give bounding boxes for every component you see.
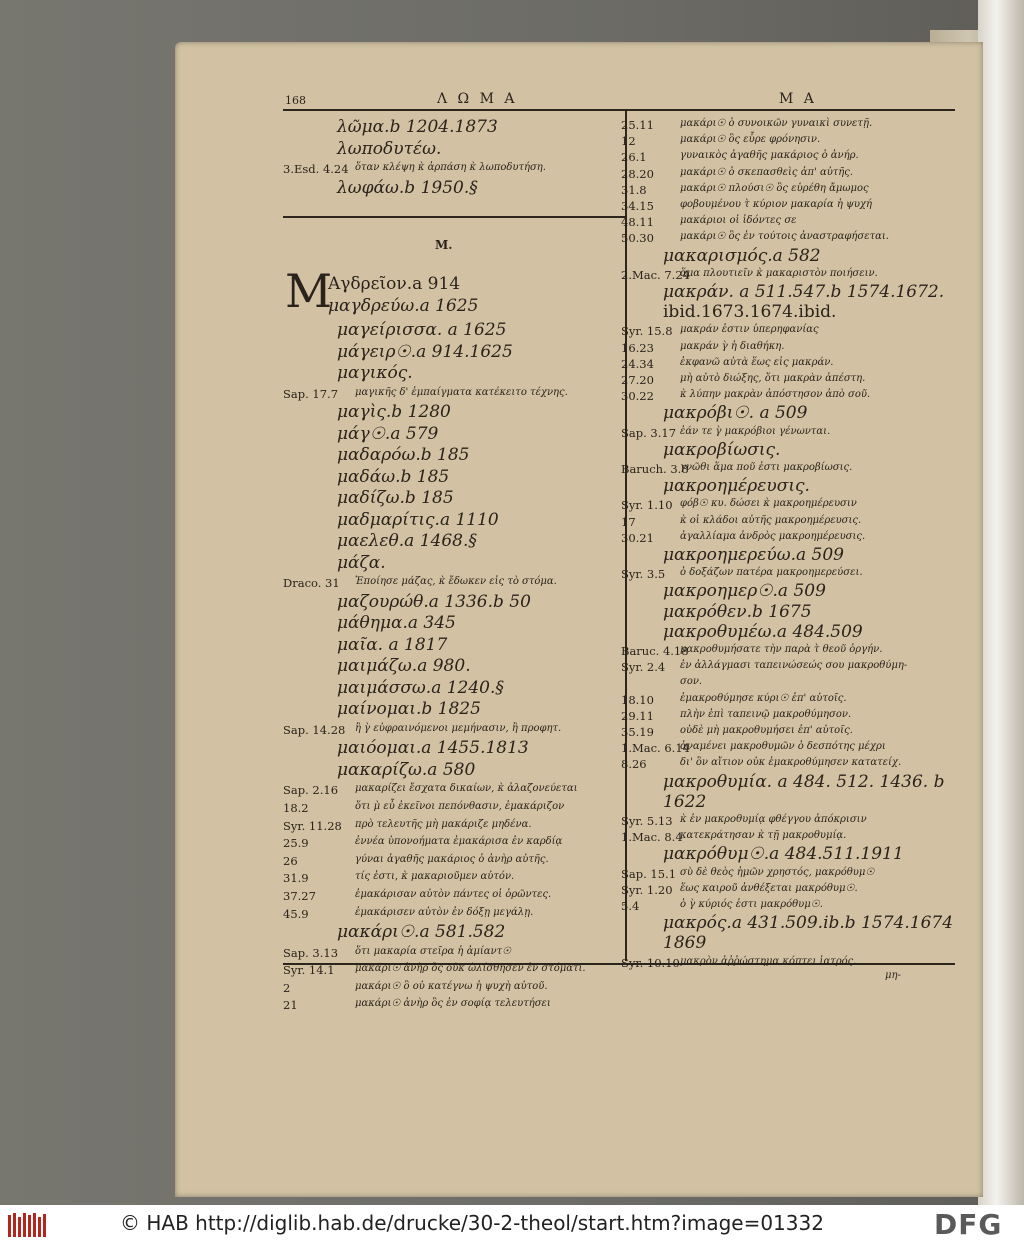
citation-reference: 30.22 [621, 389, 654, 404]
entry-headword: μαζουρώθ.a 1336.b 50 [337, 591, 531, 612]
citation-text: μακάρι☉ ἀνὴρ ὃς οὐκ ὠλίσθησεν ἐν στόματι. [355, 963, 586, 975]
citation-reference: 35.19 [621, 725, 654, 739]
page-number: 168 [285, 94, 306, 107]
citation-reference: Syr. 1.10 [621, 498, 673, 513]
citation-reference: Syr. 2.4 [621, 660, 666, 675]
citation-reference: Syr. 1.20 [621, 882, 673, 897]
initial-letter: M [285, 264, 333, 318]
entry-headword: μακροημέρευσις. [663, 476, 810, 497]
entry-headword: μάζα. [337, 552, 386, 573]
citation-text: κ̀ οἱ κλάδοι αὐτῆς μακροημέρευσις. [680, 514, 862, 526]
citation-reference: 25.9 [283, 836, 309, 851]
entry-headword: μάθημα.a 345 [337, 613, 456, 634]
citation-reference: 29.11 [621, 708, 654, 723]
citation-reference: 25.11 [621, 118, 654, 132]
citation-text: μακροθυμήσατε τὴν παρὰ τ̀ θεοῦ ὀργήν. [680, 644, 883, 655]
citation-text: γυναικὸς ἀγαθῆς μακάριος ὁ ἀνήρ. [680, 150, 859, 162]
citation-text: πρὸ τελευτῆς μὴ μακάριζε μηδένα. [355, 818, 532, 830]
citation-text: οὐδὲ μὴ μακροθυμήσει ἐπ' αὐτοῖς. [680, 725, 853, 736]
citation-reference: 26.1 [621, 150, 647, 165]
running-head-left: Λ Ω Μ Α [437, 91, 518, 107]
citation-reference: 37.27 [283, 888, 316, 903]
entry-headword: μαγείρισσα. a 1625 [337, 320, 507, 340]
running-head-right: Μ Α [779, 91, 817, 107]
citation-reference: 17 [621, 514, 636, 529]
entry-headword: μαιμάσσω.a 1240.§ [337, 677, 504, 698]
citation-reference: 8.26 [621, 757, 647, 772]
citation-text: ἐννέα ὑπονοήματα ἐμακάρισα ἐν καρδίᾳ [355, 836, 563, 848]
citation-text: μακράν γ̀ ἡ διαθήκη. [680, 340, 785, 352]
entry-headword: μαιμάζω.a 980. [337, 656, 471, 677]
citation-reference: 5.4 [621, 899, 640, 913]
citation-text: δι' ὃν αἴτιον οὐκ ἐμακροθύμησεν κατατείχ. [680, 757, 902, 769]
citation-reference: Syr. 10.10 [621, 955, 680, 970]
initial-entry-2: μαγδρεύω.a 1625 [328, 296, 479, 316]
citation-text: ἐμακάρισεν αὐτὸν ἐν δόξῃ μεγάλῃ. [355, 906, 534, 918]
entry-headword: μακροημερ☉.a 509 [663, 581, 826, 602]
citation-text: ὅτι μακαρία στεῖρα ἡ ἀμίαντ☉ [355, 945, 512, 957]
citation-reference: 28.20 [621, 166, 654, 181]
citation-text: ὅτι μ̀ εὖ ἐκεῖνοι πεπόνθασιν, ἐμακάριζον [355, 800, 565, 812]
dfg-logo: DFG [934, 1208, 1003, 1241]
citation-reference: Sap. 2.16 [283, 783, 339, 798]
citation-text: ἀγαλλίαμα ἀνδρὸς μακροημέρευσις. [680, 530, 866, 542]
footer-bar [0, 1205, 1024, 1244]
citation-reference: Syr. 5.13 [621, 814, 673, 828]
citation-reference: Sap. 17.7 [283, 386, 339, 401]
entry-headword: μαδίζω.b 185 [337, 488, 454, 509]
citation-reference: 2 [283, 980, 291, 995]
citation-text: μακαρίζει ἔσχατα δικαίων, κ̀ ἀλαζονεύεται [355, 783, 578, 795]
citation-text: μακάρι☉ πλούσι☉ ὃς εὑρέθη ἄμωμος [680, 182, 869, 194]
citation-reference: Syr. 14.1 [283, 963, 335, 978]
citation-text: κ̀ ἐν μακροθυμίᾳ φθέγγου ἀπόκρισιν [680, 814, 867, 825]
entry-headword: μαγὶς.b 1280 [337, 402, 451, 423]
citation-text: κ̀ λύπην μακρὰν ἀπόστησον ἀπὸ σοῦ. [680, 389, 871, 401]
citation-reference: 1.Mac. 6.14 [621, 741, 690, 756]
citation-text: μακράν ἐστιν ὑπερηφανίας [680, 324, 819, 336]
entry-headword: μαῖα. a 1817 [337, 634, 448, 655]
citation-text: σὺ δὲ θεὸς ἡμῶν χρηστός, μακρόθυμ☉ [680, 866, 875, 878]
citation-text: σον. [680, 676, 703, 688]
citation-text: ἐν ἀλλάγμασι ταπεινώσεώς σου μακροθύμη- [680, 660, 908, 672]
entry-headword: μακροβίωσις. [663, 439, 781, 460]
citation-text: μακάρι☉ ὃς ἐν τούτοις ἀναστραφήσεται. [680, 231, 889, 243]
entry-headword: μακροθυμία. a 484. 512. 1436. b [663, 771, 945, 792]
book-spine [978, 0, 1024, 1205]
citation-reference: 27.20 [621, 373, 654, 387]
citation-text: ἕως καιροῦ ἀνθέξεται μακρόθυμ☉. [680, 882, 858, 894]
section-letter: M. [435, 238, 453, 252]
citation-reference: 16.23 [621, 340, 654, 355]
citation-reference: Sap. 3.17 [621, 425, 677, 440]
section-rule [283, 216, 625, 218]
citation-text: τίς ἐστι, κ̀ μακαριοῦμεν αὐτόν. [355, 871, 515, 883]
citation-text: γνῶθι ἅμα ποῦ ἐστι μακροβίωσις. [680, 462, 853, 473]
citation-reference: 45.9 [283, 906, 309, 921]
citation-text: μακάρι☉ ὃ οὐ κατέγνω ἡ ψυχὴ αὐτοῦ. [355, 980, 548, 992]
citation-reference: 21 [283, 998, 298, 1013]
citation-reference: Sap. 15.1 [621, 866, 677, 881]
citation-text: ὁ δοξάζων πατέρα μακροημερεύσει. [680, 567, 863, 579]
citation-reference: Baruc. 4.18 [621, 644, 689, 658]
citation-reference: 26 [283, 853, 298, 868]
entry-headword: λωφάω.b 1950.§ [337, 178, 478, 198]
citation-reference: Baruch. 3.8 [621, 462, 689, 476]
entry-headword: ibid.1673.1674.ibid. [663, 302, 837, 323]
entry-headword: μακαρίζω.a 580 [337, 759, 476, 780]
citation-text: γύναι ἀγαθῆς μακάριος ὁ ἀνὴρ αὐτῆς. [355, 853, 549, 865]
entry-headword: μακροημερεύω.a 509 [663, 545, 844, 565]
citation-text: πλὴν ἐπὶ ταπεινῷ μακροθύμησον. [680, 708, 852, 720]
citation-text: ὁ γ̀ κύριός ἐστι μακρόθυμ☉. [680, 899, 823, 910]
citation-text: ἐάν τε γ̀ μακρόβιοι γένωνται. [680, 425, 831, 437]
citation-text: ἐκφανῶ αὐτὰ ἕως εἰς μακράν. [680, 356, 834, 368]
citation-reference: Syr. 11.28 [283, 818, 342, 833]
citation-text: ὅταν κλέψη κ̀ ἀρπάση κ̀ λωποδυτήση. [355, 162, 546, 173]
citation-reference: Syr. 3.5 [621, 567, 666, 582]
citation-text: ἢ γ̀ εὐφραινόμενοι μεμήνασιν, ἢ προφητ. [355, 722, 562, 734]
entry-headword: μαδάω.b 185 [337, 466, 450, 487]
citation-text: ἅμα πλουτιεῖν κ̀ μακαριστὸν ποιήσειν. [680, 267, 878, 279]
citation-text: μακάρι☉ ὁ συνοικῶν γυναικὶ συνετῇ. [680, 118, 873, 129]
citation-reference: 3.Esd. 4.24 [283, 162, 349, 176]
citation-text: μὴ αὐτὸ διώξης, ὅτι μακρὰν ἀπέστη. [680, 373, 866, 384]
entry-headword: μάγ☉.a 579 [337, 423, 439, 444]
citation-reference: 34.15 [621, 199, 654, 213]
citation-reference: 50.30 [621, 231, 654, 246]
citation-text: μακάριοι οἱ ἰδόντες σε [680, 215, 797, 227]
citation-text: μακάρι☉ ὁ σκεπασθεὶς ἀπ' αὐτῆς. [680, 166, 854, 178]
citation-reference: 18.2 [283, 800, 309, 815]
citation-text: μαγικῆς δ' ἐμπαίγματα κατέκειτο τέχνης. [355, 386, 568, 398]
citation-text: μακρὸν ἀῤῥώστημα κόπτει ἰατρός. [680, 955, 857, 967]
entry-headword: μακρός.a 431.509.ib.b 1574.1674 [663, 913, 954, 934]
citation-reference: Sap. 3.13 [283, 945, 339, 960]
header-rule [283, 109, 955, 111]
entry-headword: μακράν. a 511.547.b 1574.1672. [663, 282, 945, 302]
entry-headword: 1622 [663, 791, 707, 812]
citation-reference: 30.21 [621, 530, 654, 545]
entry-headword: μακάρι☉.a 581.582 [337, 922, 506, 943]
entry-headword: μαδμαρίτις.a 1110 [337, 509, 499, 530]
entry-headword: λῶμα.b 1204.1873 [337, 117, 498, 137]
citation-reference: 12 [621, 134, 636, 149]
book-page [175, 42, 983, 1197]
copyright-link[interactable]: © HAB http://diglib.hab.de/drucke/30-2-theol/start.htm?image=01332 [120, 1211, 824, 1235]
citation-text: Ἐποίησε μάζας, κ̀ ἔδωκεν εἰς τὸ στόμα. [355, 576, 557, 588]
entry-headword: μακρόθυμ☉.a 484.511.1911 [663, 844, 904, 865]
citation-text: φόβ☉ κυ. δώσει κ̀ μακροημέρευσιν [680, 498, 857, 510]
entry-headword: 1869 [663, 933, 707, 954]
catchword: μη- [885, 970, 901, 981]
citation-reference: 18.10 [621, 692, 654, 707]
citation-text: κατεκράτησαν κ̀ τῇ μακροθυμίᾳ. [680, 830, 847, 842]
entry-headword: μαγικός. [337, 363, 413, 383]
entry-headword: μαιόομαι.a 1455.1813 [337, 738, 529, 759]
entry-headword: μαδαρόω.b 185 [337, 445, 470, 466]
entry-headword: μάγειρ☉.a 914.1625 [337, 341, 513, 362]
entry-headword: λωποδυτέω. [337, 139, 442, 159]
citation-reference: 48.11 [621, 215, 654, 230]
hab-logo-icon [6, 1211, 52, 1239]
citation-reference: 31.8 [621, 182, 647, 197]
citation-text: ἐμακροθύμησε κύρι☉ ἐπ' αὐτοῖς. [680, 692, 847, 704]
citation-text: ἀναμένει μακροθυμῶν ὁ δεσπότης μέχρι [680, 741, 886, 753]
citation-reference: Syr. 15.8 [621, 324, 673, 339]
citation-text: ἐμακάρισαν αὐτὸν πάντες οἱ ὁρῶντες. [355, 888, 552, 900]
citation-reference: 24.34 [621, 356, 654, 371]
citation-reference: Sap. 14.28 [283, 722, 346, 737]
citation-reference: Draco. 31 [283, 576, 340, 591]
citation-text: μακάρι☉ ὃς εὗρε φρόνησιν. [680, 134, 821, 146]
entry-headword: μαελεθ.a 1468.§ [337, 531, 477, 552]
citation-reference: 2.Mac. 7.24 [621, 267, 690, 282]
citation-text: φοβουμένου τ̀ κύριον μακαρία ἡ ψυχή [680, 199, 872, 210]
entry-headword: μακαρισμός.a 582 [663, 245, 821, 266]
entry-headword: μακροθυμέω.a 484.509 [663, 621, 863, 642]
entry-headword: μακρόβι☉. a 509 [663, 403, 808, 424]
entry-headword: μακρόθεν.b 1675 [663, 601, 812, 622]
entry-headword: μαίνομαι.b 1825 [337, 699, 481, 720]
citation-text: μακάρι☉ ἀνὴρ ὃς ἐν σοφίᾳ τελευτήσει [355, 998, 551, 1010]
citation-reference: 31.9 [283, 871, 309, 886]
citation-reference: 1.Mac. 8.4 [621, 830, 683, 845]
initial-entry-1: Αγδρεῖον.a 914 [328, 274, 461, 294]
